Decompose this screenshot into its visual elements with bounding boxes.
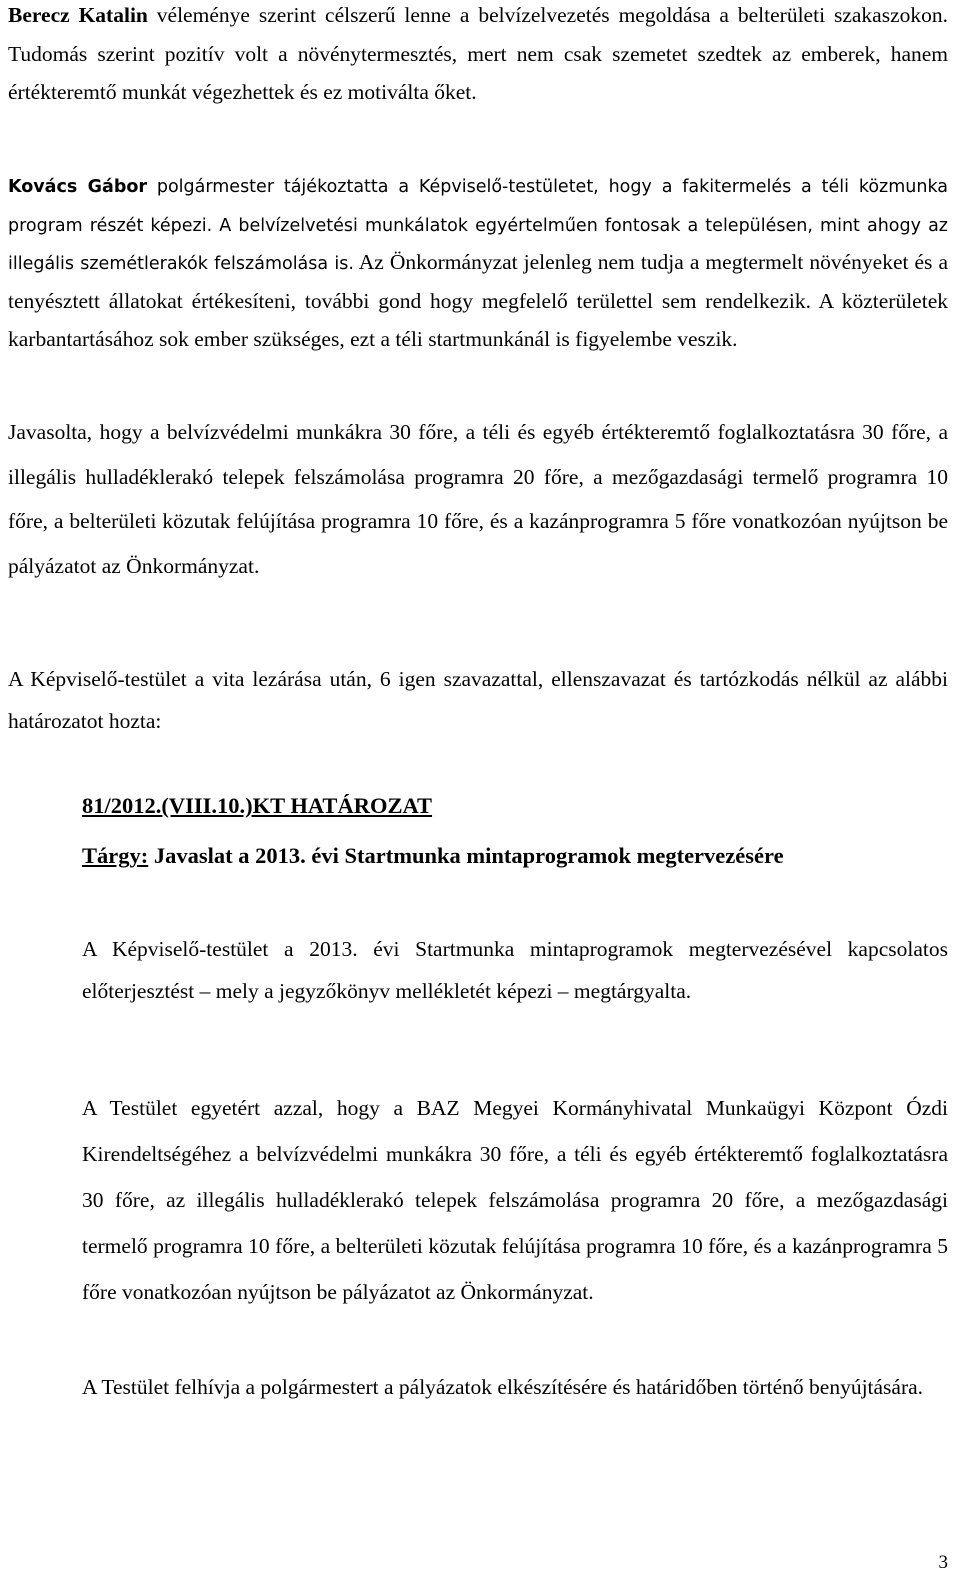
resolution-title: 81/2012.(VIII.10.)KT HATÁROZAT [82,793,433,818]
paragraph-berecz [8,0,948,112]
paragraph-text: véleménye szerint célszerű lenne a belvízelvezetés megoldása a belterületi szakaszokon. Tudomás szerint pozitív volt a növénytermesztés, mert nem csak szemetet szedtek az emberek, hanem értékteremtő munkát végezhettek és ez motiválta őket. [8,3,948,104]
paragraph-text: polgármester tájékoztatta a Képviselő-testületet, hogy a fakitermelés a téli közmunka program részét képezi. A belvízelvetési munkálatok egyértelműen fontosak a településen, mint ahogy az illegális szemétlerakók felszámolása is. [8,177,948,274]
paragraph-vote: A Képviselő-testület a vita lezárása után, 6 igen szavazattal, ellenszavazat és tartózkodás nélkül az alábbi határozatot hozta: [8,667,948,733]
paragraph-javaslat: Javasolta, hogy a belvízvédelmi munkákra 30 főre, a téli és egyéb értékteremtő foglalkoztatásra 30 főre, a illegális hulladéklerakó telepek felszámolása programra 20 főre, a mezőgazdasági termelő programra 10 főre, a belterületi közutak felújítása programra 10 főre, és a kazánprogramra 5 főre vonatkozóan nyújtson be pályázatot az Önkormányzat. [8,420,948,578]
paragraph-resolution-1: A Képviselő-testület a 2013. évi Startmunka mintaprogramok megtervezésével kapcsolatos előterjesztést – mely a jegyzőkönyv mellékletét képezi – megtárgyalta. [82,937,948,1003]
speaker-name: Berecz Katalin [8,3,148,27]
paragraph-resolution-2: A Testület egyetért azzal, hogy a BAZ Megyei Kormányhivatal Munkaügyi Központ Ózdi Kirendeltségéhez a belvízvédelmi munkákra 30 főre, a téli és egyéb értékteremtő foglalkoztatásra 30 főre, az illegális hulladéklerakó telepek felszámolása programra 20 főre, a mezőgazdasági termelő programra 10 főre, a belterületi közutak felújítása programra 10 főre, és a kazánprogramra 5 főre vonatkozóan nyújtson be pályázatot az Önkormányzat. [82,1096,948,1304]
speaker-name: Kovács Gábor [8,177,148,197]
subject-text: Javaslat a 2013. évi Startmunka mintaprogramok megtervezésére [148,843,784,868]
page-number: 3 [938,1552,948,1573]
resolution-subject [82,843,784,869]
paragraph-resolution-3: A Testület felhívja a polgármestert a pályázatok elkészítésére és határidőben történő benyújtására. [82,1375,924,1399]
paragraph-kovacs [8,166,948,359]
paragraph-text: Az Önkormányzat jelenleg nem tudja a megtermelt növényeket és a tenyésztett állatokat értékesíteni, további gond hogy megfelelő területtel sem rendelkezik. A közterületek karbantartásához sok ember szükséges, ezt a téli startmunkánál is figyelembe veszik. [8,250,949,351]
subject-label: Tárgy: [82,843,149,868]
